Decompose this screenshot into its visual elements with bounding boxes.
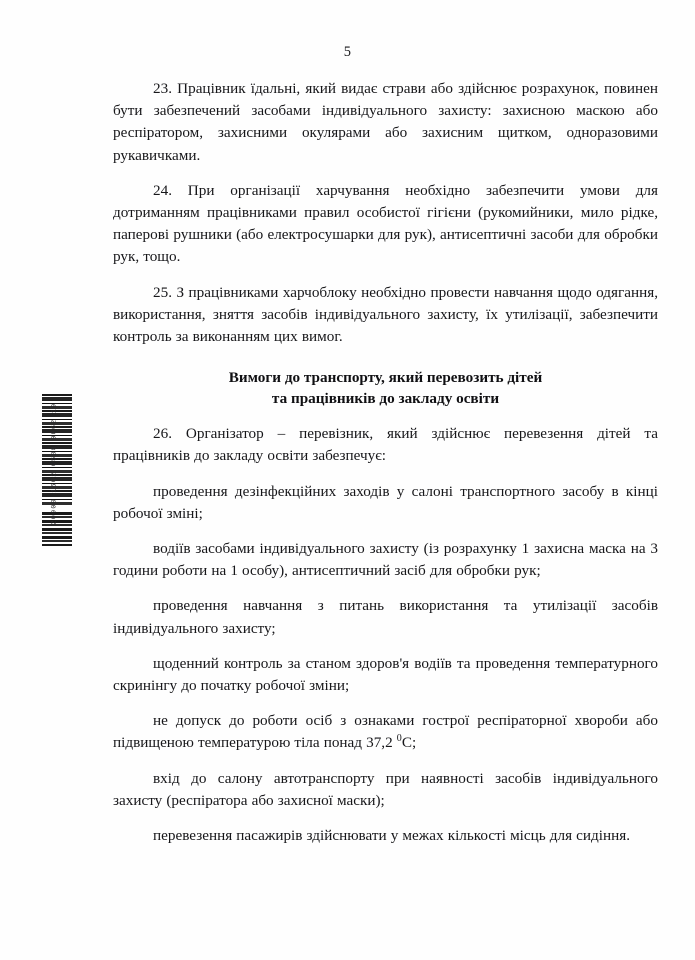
- temperature-text-suffix: C;: [401, 734, 417, 752]
- paragraph-bullet-seating: перевезення пасажирів здійснювати у межах кількості місць для сидіння.: [153, 827, 631, 845]
- page-number: 5: [343, 44, 352, 60]
- temperature-text-prefix: не допуск до роботи осіб з ознаками гострої респіраторної хвороби або підвищеною температурою тіла понад 37,2: [113, 712, 658, 752]
- paragraph-bullet-temperature: [113, 710, 658, 754]
- degree-symbol: 0: [396, 733, 402, 745]
- paragraph-item-25: 25. З працівниками харчоблоку необхідно провести навчання щодо одягання, використання, зняття засобів індивідуального захисту, їх утилізації, забезпечити контроль за виконанням цих вимог.: [113, 283, 658, 346]
- paragraph-item-26: 26. Організатор – перевізник, який здійснює перевезення дітей та працівників до закладу освіти забезпечує:: [113, 425, 658, 465]
- section-heading: [113, 367, 658, 409]
- paragraph-bullet-disinfection: проведення дезінфекційних заходів у салоні транспортного засобу в кінці робочої зміні;: [113, 482, 658, 522]
- section-heading-line-1: Вимоги до транспорту, який перевозить дітей: [228, 369, 543, 387]
- paragraph-bullet-training: проведення навчання з питань використання та утилізації засобів індивідуального захисту;: [113, 597, 658, 637]
- document-barcode: [36, 394, 72, 546]
- paragraph-item-24: 24. При організації харчування необхідно забезпечити умови для дотриманням працівниками правил особистої гігієни (рукомийники, мило рідке, паперові рушники (або електросушарки для рук), антисептичні засоби для обробки рук, тощо.: [113, 181, 658, 266]
- paragraph-bullet-drivers-ppe: водіїв засобами індивідуального захисту (із розрахунку 1 захисна маска на 3 години роботи на 1 особу), антисептичний засіб для обробки рук;: [113, 540, 658, 580]
- document-body: [113, 78, 658, 860]
- paragraph-bullet-daily-control: щоденний контроль за станом здоров'я водіїв та проведення температурного скринінгу до початку робочої зміни;: [113, 654, 658, 695]
- section-heading-line-2: та працівників до закладу освіти: [271, 390, 500, 408]
- paragraph-bullet-entry: вхід до салону автотранспорту при наявності засобів індивідуального захисту (респіратора або захисної маски);: [113, 769, 658, 809]
- barcode-label: 20000 1602 0588 0062 10: [50, 402, 58, 525]
- paragraph-item-23: 23. Працівник їдальні, який видає страви або здійснює розрахунок, повинен бути забезпечений засобами індивідуального захисту: захисною маскою або респіратором, захисними окулярами або захисним щитком, одноразовими рукавичками.: [113, 80, 658, 164]
